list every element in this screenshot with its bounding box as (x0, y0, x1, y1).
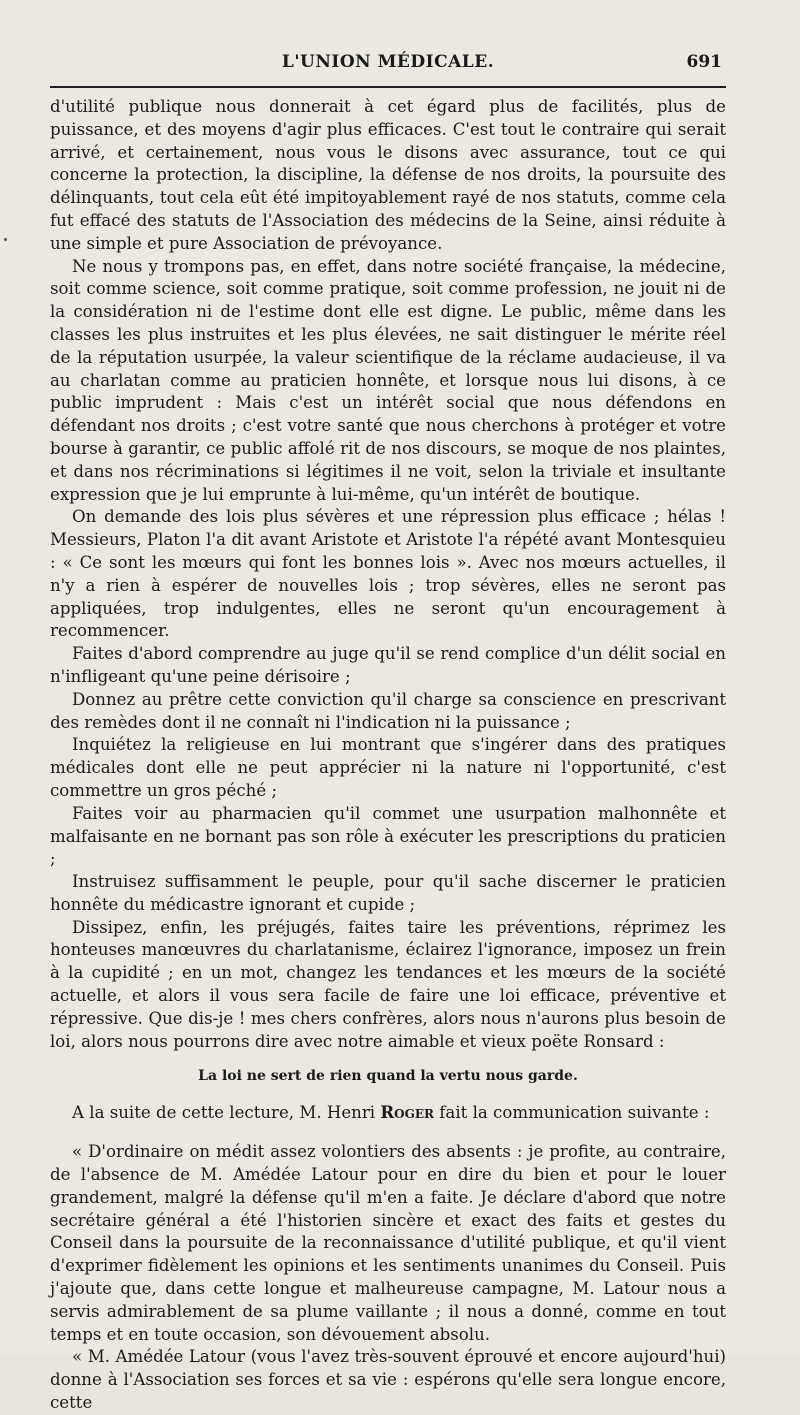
intro-text-before: A la suite de cette lecture, M. Henri (72, 1103, 381, 1123)
running-title: L'UNION MÉDICALE. (281, 52, 495, 72)
speech-paragraph: « M. Amédée Latour (vous l'avez très-souvent éprouvé et encore aujourd'hui) donne à l'Association ses forces et sa vie : espérons qu'elle sera longue encore, cette (50, 1347, 726, 1413)
paragraph: Dissipez, enfin, les préjugés, faites taire les préventions, réprimez les honteuses manœuvres du charlatanisme, éclairez l'ignorance, imposez un frein à la cupidité ; en un mot, changez les tendances et les mœurs de la société actuelle, et alors il vous sera facile de faire une loi efficace, préventive et répressive. Que dis-je ! mes chers confrères, alors nous n'aurons plus besoin de loi, alors nous pourrons dire avec notre aimable et vieux poëte Ronsard : (50, 917, 726, 1051)
paragraph: Faites voir au pharmacien qu'il commet une usurpation malhonnête et malfaisante en ne bornant pas son rôle à exécuter les prescriptions du praticien ; (50, 803, 726, 869)
paragraph: Inquiétez la religieuse en lui montrant que s'ingérer dans des pratiques médicales dont elle ne peut apprécier ni la nature ni l'opportunité, c'est commettre un gros péché ; (50, 735, 726, 800)
header-rule (50, 86, 726, 88)
page-header (50, 50, 726, 78)
paragraph: On demande des lois plus sévères et une répression plus efficace ; hélas ! Messieurs, Platon l'a dit avant Aristote et Aristote l'a répété avant Montesquieu : « Ce sont les mœurs qui font les bonnes lois ». Avec nos mœurs actuelles, il n'y a rien à espérer de nouvelles lois ; trop sévères, elles ne seront pas appliquées, trop indulgentes, elles ne seront qu'un encouragement à recommencer. (50, 507, 726, 641)
intro-paragraph (50, 1101, 726, 1125)
print-speck (4, 238, 7, 241)
paragraph: Ne nous y trompons pas, en effet, dans notre société française, la médecine, soit comme science, soit comme pratique, soit comme profession, ne jouit ni de la considération ni de l'estime dont elle est digne. Le public, même dans les classes les plus instruites et les plus élevées, ne sait distinguer le mérite réel de la réputation usurpée, la valeur scientifique de la réclame audacieuse, il va au charlatan comme au praticien honnête, et lorsque nous lui disons, à ce public imprudent : Mais c'est un intérêt social que nous défendons en défendant nos droits ; c'est votre santé que nous cherchons à protéger et votre bourse à garantir, ce public affolé rit de nos discours, se moque de nos plaintes, et dans nos récriminations si légitimes il ne voit, selon la triviale et insultante expression que je lui emprunte à lui-même, qu'un intérêt de boutique. (50, 256, 726, 504)
paragraph: d'utilité publique nous donnerait à cet égard plus de facilités, plus de puissance, et des moyens d'agir plus efficaces. C'est tout le contraire qui serait arrivé, et certainement, nous vous le disons avec assurance, tout ce qui concerne la protection, la discipline, la défense de nos droits, la poursuite des délinquants, tout cela eût été impitoyablement rayé de nos statuts, comme cela fut effacé des statuts de l'Association des médecins de la Seine, ainsi réduite à une simple et pure Association de prévoyance. (50, 97, 726, 253)
verse-quote: La loi ne sert de rien quand la vertu nous garde. (198, 1068, 578, 1085)
speech-paragraph: « D'ordinaire on médit assez volontiers des absents : je profite, au contraire, de l'absence de M. Amédée Latour pour en dire du bien et pour le louer grandement, malgré la défense qu'il m'en a faite. Je déclare d'abord que notre secrétaire général a été l'historien sincère et exact des faits et gestes du Conseil dans la poursuite de la reconnaissance d'utilité publique, et qu'il vient d'exprimer fidèlement les opinions et les sentiments unanimes du Conseil. Puis j'ajoute que, dans cette longue et malheureuse campagne, M. Latour nous a servis admirablement de sa plume vaillante ; il nous a donné, comme en tout temps et en toute occasion, son dévouement absolu. (50, 1142, 726, 1344)
article-body (50, 96, 726, 1415)
paragraph: Donnez au prêtre cette conviction qu'il charge sa conscience en prescrivant des remèdes dont il ne connaît ni l'indication ni la puissance ; (50, 689, 726, 732)
paragraph: Faites d'abord comprendre au juge qu'il se rend complice d'un délit social en n'infligeant qu'une peine dérisoire ; (50, 644, 726, 686)
paragraph: Instruisez suffisamment le peuple, pour qu'il sache discerner le praticien honnête du médicastre ignorant et cupide ; (50, 872, 726, 914)
speaker-name: Roger (380, 1102, 435, 1123)
page-number: 691 (686, 52, 722, 72)
intro-text-after: fait la communication suivante : (434, 1103, 710, 1123)
